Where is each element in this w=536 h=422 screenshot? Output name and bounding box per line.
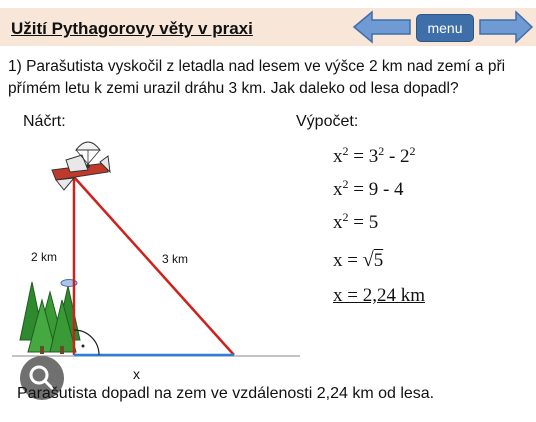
task-text: 1) Parašutista vyskočil z letadla nad lesem ve výšce 2 km nad zemí a při přímém letu k zemi urazil dráhu 3 km. Jak daleko od lesa dopadl? xyxy=(8,58,506,97)
calc-line-4-lhs: x = xyxy=(333,250,363,271)
page-title: Užití Pythagorovy věty v praxi xyxy=(11,19,253,38)
base-label: x xyxy=(133,366,140,382)
calc-line-1-b: 2 xyxy=(400,146,410,167)
sqrt-icon: √ xyxy=(362,249,374,271)
calc-line-3: $x^2 = 5$ xyxy=(333,210,379,233)
calc-line-4 xyxy=(333,249,383,272)
calc-line-4-radicand: 5 xyxy=(373,250,384,271)
height-label: 2 km xyxy=(31,250,58,264)
answer-text: Parašutista dopadl na zem ve vzdálenosti 2,24 km od lesa. xyxy=(17,385,435,402)
calc-line-3-rhs: = 5 xyxy=(353,212,379,233)
calc-line-1: $x^2 = 3^2 - 2^2$ xyxy=(333,144,416,167)
calc-result: x = 2,24 km xyxy=(333,285,425,306)
calc-line-2: $x^2 = 9 - 4$ xyxy=(333,177,404,200)
calculation-heading: Výpočet: xyxy=(296,113,359,130)
path-line xyxy=(74,177,234,355)
forest-icon xyxy=(20,282,80,354)
calc-line-1-lhs: x xyxy=(333,146,343,167)
menu-button[interactable]: menu xyxy=(416,14,474,42)
calc-line-2-rhs: = 9 - 4 xyxy=(353,179,404,200)
calc-line-1-a: 3 xyxy=(368,146,379,167)
sketch-heading: Náčrt: xyxy=(23,113,66,130)
path-label: 3 km xyxy=(162,252,189,266)
